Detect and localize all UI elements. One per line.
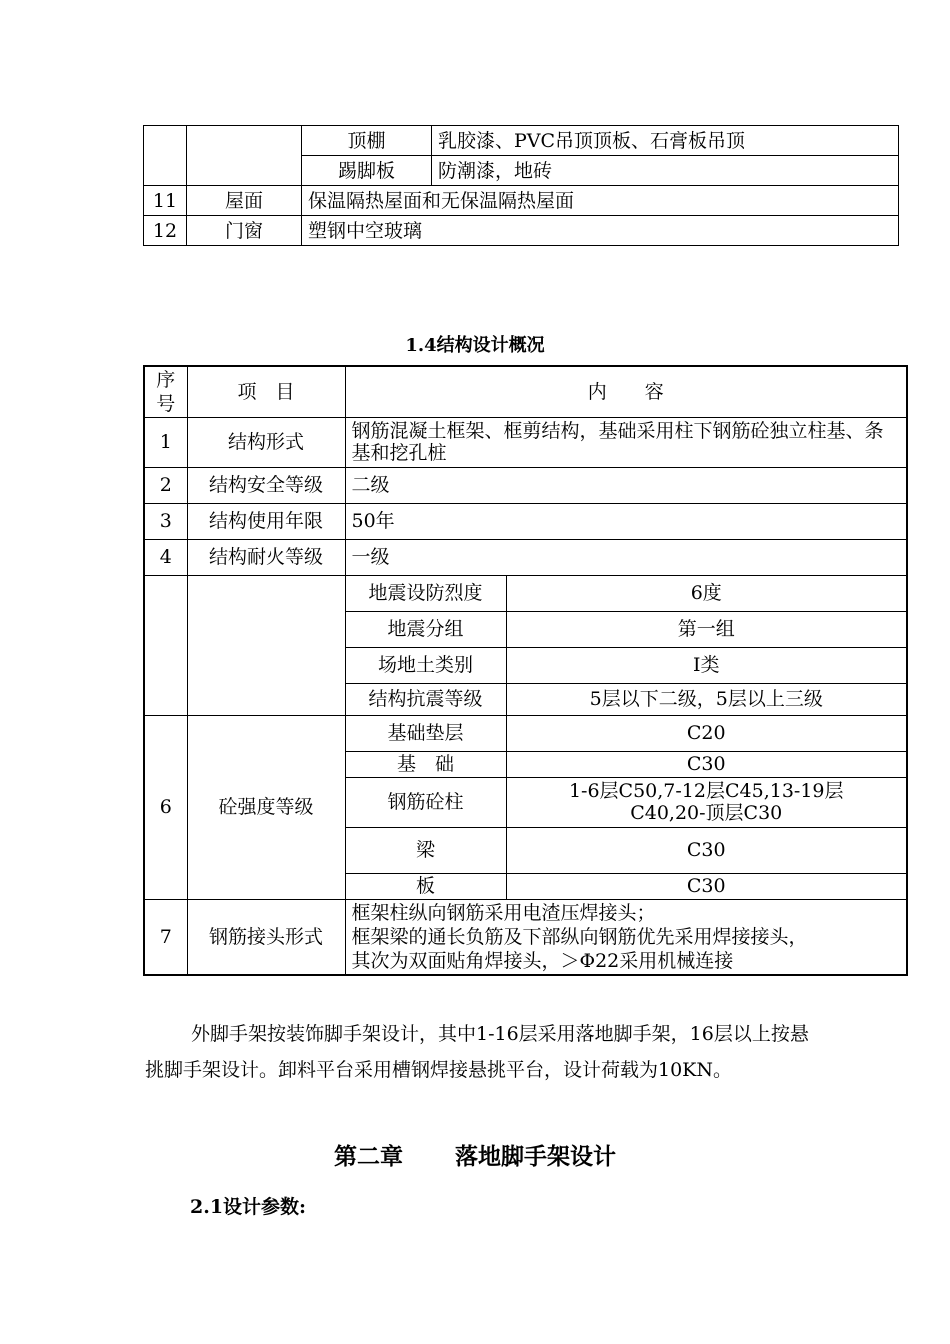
row-item: 结构使用年限 [187, 503, 345, 539]
header-item: 项 目 [187, 366, 345, 417]
row-no: 6 [144, 715, 187, 899]
row-content: 钢筋混凝土框架、框剪结构，基础采用柱下钢筋砼独立柱基、条基和挖孔桩 [345, 417, 907, 467]
content-line: 框架柱纵向钢筋采用电渣压焊接头； [351, 901, 656, 924]
chapter-title: 落地脚手架设计 [455, 1143, 617, 1170]
row-item: 结构耐火等级 [187, 539, 345, 575]
sub-label: 基础垫层 [345, 715, 506, 751]
table-caption: 1.4结构设计概况 [405, 335, 545, 356]
table1-row-no: 11 [144, 186, 187, 216]
sub-label: 梁 [345, 827, 506, 873]
row-no: 7 [144, 899, 187, 975]
sub-label: 场地土类别 [345, 647, 506, 683]
table1-row-item: 门窗 [187, 216, 302, 246]
table1-content-skirting: 防潮漆，地砖 [432, 156, 899, 186]
sub-value: Ⅰ类 [506, 647, 907, 683]
table1-row-no [144, 126, 187, 186]
table1-sub-ceiling: 顶棚 [302, 126, 432, 156]
row-item: 结构安全等级 [187, 467, 345, 503]
row-no: 4 [144, 539, 187, 575]
sub-label: 结构抗震等级 [345, 683, 506, 715]
row-no: 1 [144, 417, 187, 467]
sub-label: 地震设防烈度 [345, 575, 506, 611]
row-content [345, 899, 907, 975]
row-no: 3 [144, 503, 187, 539]
table1-row-item [187, 126, 302, 186]
row-content: 50年 [345, 503, 907, 539]
row-content: 一级 [345, 539, 907, 575]
table1-row-content: 保温隔热屋面和无保温隔热屋面 [302, 186, 899, 216]
table1-row-content: 塑钢中空玻璃 [302, 216, 899, 246]
section-heading: 2.1设计参数: [190, 1196, 307, 1218]
chapter-heading [0, 1138, 950, 1171]
table1-content-ceiling: 乳胶漆、PVC吊顶顶板、石膏板吊顶 [432, 126, 899, 156]
building-finish-table [143, 125, 899, 246]
sub-value: C30 [506, 827, 907, 873]
content-line: 框架梁的通长负筋及下部纵向钢筋优先采用焊接接头， [351, 925, 808, 948]
sub-label: 板 [345, 873, 506, 899]
table1-sub-skirting: 踢脚板 [302, 156, 432, 186]
header-content: 内 容 [345, 366, 907, 417]
row-no [144, 575, 187, 715]
row-item: 砼强度等级 [187, 715, 345, 899]
sub-value: 第一组 [506, 611, 907, 647]
sub-value: 5层以下二级，5层以上三级 [506, 683, 907, 715]
body-paragraph: 外脚手架按装饰脚手架设计，其中1-16层采用落地脚手架，16层以上按悬挑脚手架设计。卸料平台采用槽钢焊接悬挑平台，设计荷载为10KN。 [145, 1023, 809, 1081]
sub-value: C20 [506, 715, 907, 751]
table1-row-no: 12 [144, 216, 187, 246]
content-line: 其次为双面贴角焊接头，＞Φ22采用机械连接 [351, 949, 734, 972]
sub-value: C30 [506, 751, 907, 777]
chapter-number: 第二章 [333, 1143, 403, 1170]
table1-row-item: 屋面 [187, 186, 302, 216]
sub-label: 基 础 [345, 751, 506, 777]
sub-value: 6度 [506, 575, 907, 611]
structure-design-table [143, 365, 908, 976]
row-item [187, 575, 345, 715]
sub-label: 钢筋砼柱 [345, 777, 506, 827]
row-content: 二级 [345, 467, 907, 503]
sub-value: 1-6层C50,7-12层C45,13-19层C40,20-顶层C30 [506, 777, 907, 827]
row-item: 钢筋接头形式 [187, 899, 345, 975]
row-item: 结构形式 [187, 417, 345, 467]
header-no: 序号 [144, 366, 187, 417]
row-no: 2 [144, 467, 187, 503]
sub-value: C30 [506, 873, 907, 899]
sub-label: 地震分组 [345, 611, 506, 647]
